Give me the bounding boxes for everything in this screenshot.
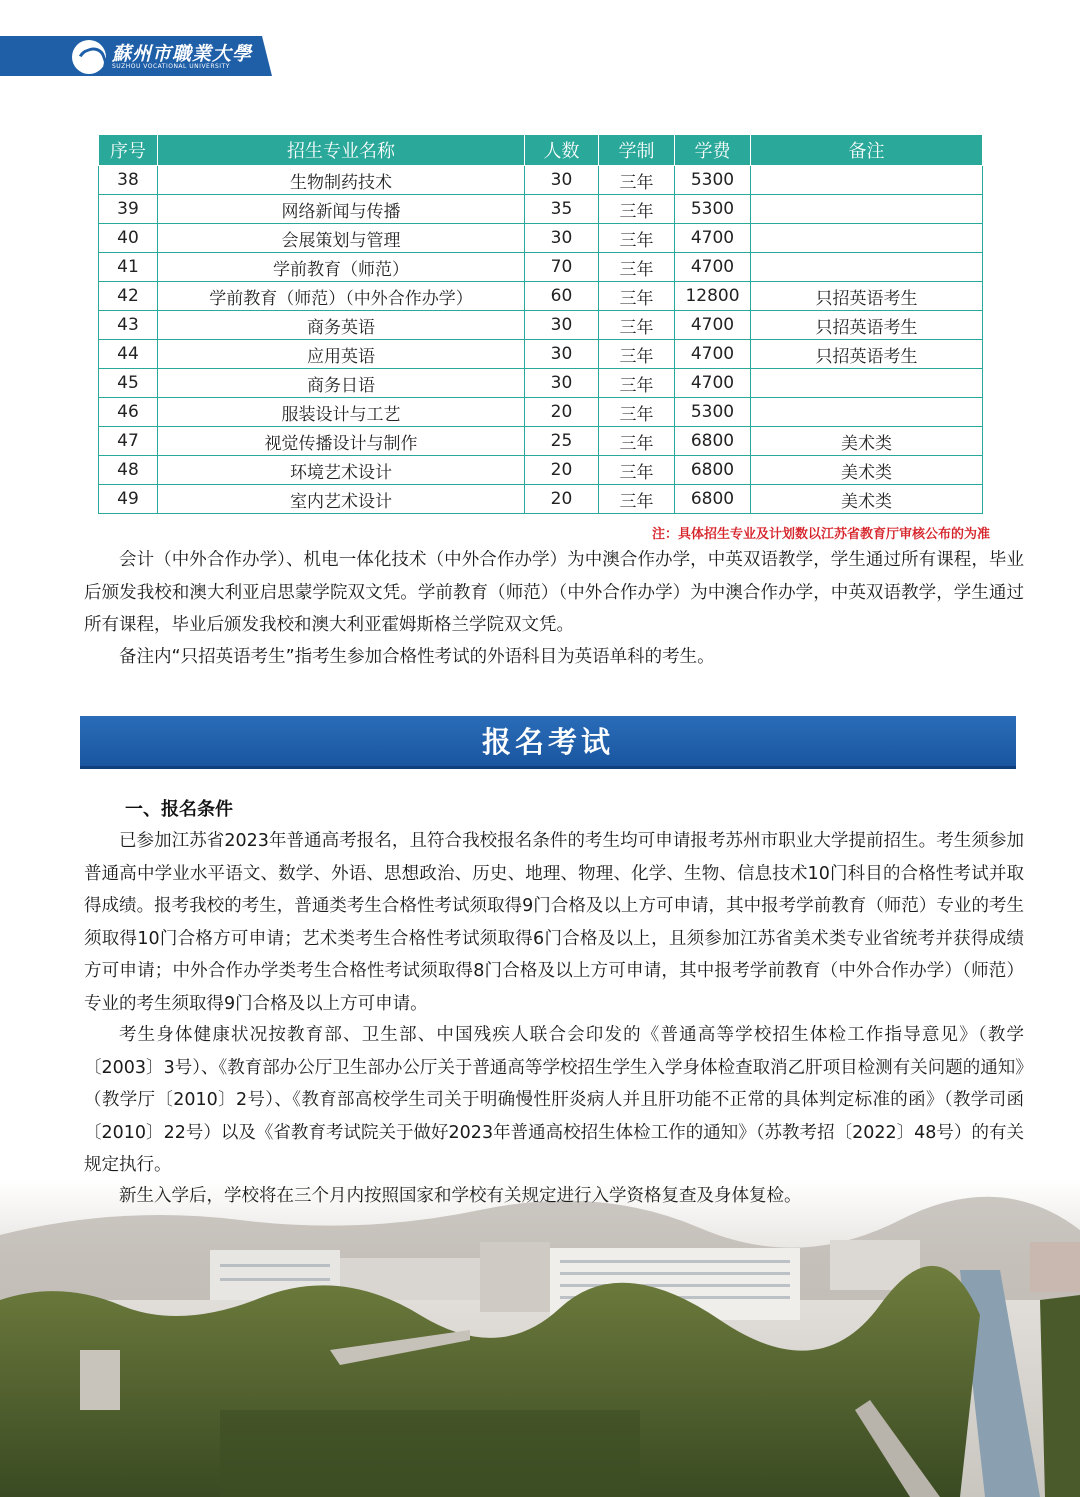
cell-remark [751, 166, 983, 195]
cell-remark [751, 195, 983, 224]
table-row [99, 456, 983, 485]
cell-major-name: 生物制药技术 [158, 166, 525, 195]
cell-quota: 20 [525, 485, 599, 514]
table-row [99, 253, 983, 282]
cell-tuition: 4700 [675, 369, 751, 398]
cell-tuition: 5300 [675, 166, 751, 195]
section-banner [80, 716, 1016, 769]
cell-remark [751, 224, 983, 253]
cell-duration: 三年 [599, 195, 675, 224]
cell-tuition: 6800 [675, 427, 751, 456]
cell-quota: 60 [525, 282, 599, 311]
table-row [99, 166, 983, 195]
cell-major-name: 视觉传播设计与制作 [158, 427, 525, 456]
table-row [99, 282, 983, 311]
cell-major-name: 商务日语 [158, 369, 525, 398]
table-row [99, 369, 983, 398]
cell-quota: 30 [525, 224, 599, 253]
cell-quota: 30 [525, 311, 599, 340]
cell-index: 48 [99, 456, 158, 485]
cell-duration: 三年 [599, 311, 675, 340]
cell-duration: 三年 [599, 166, 675, 195]
column-header-major-name: 招生专业名称 [158, 135, 525, 166]
cell-index: 38 [99, 166, 158, 195]
column-header-tuition: 学费 [675, 135, 751, 166]
cell-index: 42 [99, 282, 158, 311]
table-row [99, 311, 983, 340]
cell-quota: 70 [525, 253, 599, 282]
cell-index: 44 [99, 340, 158, 369]
cell-index: 39 [99, 195, 158, 224]
campus-photo [0, 1180, 1080, 1497]
cell-major-name: 学前教育（师范） [158, 253, 525, 282]
table-body [99, 166, 983, 514]
cell-remark: 只招英语考生 [751, 311, 983, 340]
cell-major-name: 室内艺术设计 [158, 485, 525, 514]
column-header-quota: 人数 [525, 135, 599, 166]
column-header-index: 序号 [99, 135, 158, 166]
cell-major-name: 服装设计与工艺 [158, 398, 525, 427]
university-name-en: SUZHOU VOCATIONAL UNIVERSITY [112, 63, 230, 70]
cell-quota: 30 [525, 166, 599, 195]
table-row [99, 427, 983, 456]
cell-remark: 只招英语考生 [751, 340, 983, 369]
cell-tuition: 4700 [675, 340, 751, 369]
cell-major-name: 学前教育（师范）（中外合作办学） [158, 282, 525, 311]
column-header-remark: 备注 [751, 135, 983, 166]
cell-quota: 35 [525, 195, 599, 224]
cell-remark: 美术类 [751, 485, 983, 514]
cell-remark: 只招英语考生 [751, 282, 983, 311]
sub-heading: 一、报名条件 [125, 799, 233, 820]
cell-index: 43 [99, 311, 158, 340]
cell-tuition: 12800 [675, 282, 751, 311]
eligibility-paragraph: 已参加江苏省2023年普通高考报名，且符合我校报名条件的考生均可申请报考苏州市职业大学提前招生。考生须参加普通高中学业水平语文、数学、外语、思想政治、历史、地理、物理、化学、生物、信息技术10门科目的合格性考试并取得成绩。报考我校的考生，普通类考生合格性考试须取得9门合格及以上方可申请，其中报考学前教育（师范）专业的考生须取得10门合格方可申请；艺术类考生合格性考试须取得6门合格及以上，且须参加江苏省美术类专业省统考并获得成绩方可申请；中外合作办学类考生合格性考试须取得8门合格及以上方可申请，其中报考学前教育（中外合作办学）（师范）专业的考生须取得9门合格及以上方可申请。 [84, 831, 1024, 1014]
cell-quota: 20 [525, 398, 599, 427]
intro-paragraph-remark: 备注内“只招英语考生”指考生参加合格性考试的外语科目为英语单科的考生。 [119, 647, 715, 667]
cell-quota: 25 [525, 427, 599, 456]
column-header-duration: 学制 [599, 135, 675, 166]
cell-index: 45 [99, 369, 158, 398]
section-title: 报名考试 [481, 725, 614, 759]
cell-duration: 三年 [599, 398, 675, 427]
cell-index: 47 [99, 427, 158, 456]
cell-tuition: 5300 [675, 195, 751, 224]
majors-table [98, 134, 983, 514]
cell-duration: 三年 [599, 485, 675, 514]
cell-tuition: 6800 [675, 485, 751, 514]
cell-tuition: 4700 [675, 253, 751, 282]
cell-major-name: 商务英语 [158, 311, 525, 340]
cell-duration: 三年 [599, 427, 675, 456]
table-header-row [99, 135, 983, 166]
cell-quota: 30 [525, 369, 599, 398]
cell-duration: 三年 [599, 253, 675, 282]
intro-paragraph-cooperation: 会计（中外合作办学）、机电一体化技术（中外合作办学）为中澳合作办学，中英双语教学，学生通过所有课程，毕业后颁发我校和澳大利亚启思蒙学院双文凭。学前教育（师范）（中外合作办学）为中澳合作办学，中英双语教学，学生通过所有课程，毕业后颁发我校和澳大利亚霍姆斯格兰学院双文凭。 [84, 550, 1024, 635]
cell-duration: 三年 [599, 224, 675, 253]
cell-major-name: 环境艺术设计 [158, 456, 525, 485]
cell-duration: 三年 [599, 456, 675, 485]
table-row [99, 195, 983, 224]
cell-remark [751, 253, 983, 282]
cell-index: 46 [99, 398, 158, 427]
cell-quota: 20 [525, 456, 599, 485]
recheck-paragraph: 新生入学后，学校将在三个月内按照国家和学校有关规定进行入学资格复查及身体复检。 [119, 1186, 802, 1206]
table-row [99, 224, 983, 253]
cell-index: 40 [99, 224, 158, 253]
cell-major-name: 会展策划与管理 [158, 224, 525, 253]
cell-tuition: 4700 [675, 224, 751, 253]
cell-duration: 三年 [599, 340, 675, 369]
table-row [99, 340, 983, 369]
cell-tuition: 5300 [675, 398, 751, 427]
cell-remark: 美术类 [751, 427, 983, 456]
cell-quota: 30 [525, 340, 599, 369]
cell-remark [751, 398, 983, 427]
cell-major-name: 应用英语 [158, 340, 525, 369]
university-name-cn: 蘇州市職業大學 [112, 43, 253, 65]
cell-tuition: 4700 [675, 311, 751, 340]
cell-duration: 三年 [599, 282, 675, 311]
table-row [99, 398, 983, 427]
cell-remark [751, 369, 983, 398]
cell-major-name: 网络新闻与传播 [158, 195, 525, 224]
cell-remark: 美术类 [751, 456, 983, 485]
table-row [99, 485, 983, 514]
cell-duration: 三年 [599, 369, 675, 398]
cell-index: 49 [99, 485, 158, 514]
table-note: 注：具体招生专业及计划数以江苏省教育厅审核公布的为准 [651, 527, 990, 542]
university-logo-icon [72, 40, 106, 74]
cell-index: 41 [99, 253, 158, 282]
health-paragraph: 考生身体健康状况按教育部、卫生部、中国残疾人联合会印发的《普通高等学校招生体检工作指导意见》（教学〔2003〕3号）、《教育部办公厅卫生部办公厅关于普通高等学校招生学生入学身体检查取消乙肝项目检测有关问题的通知》（教学厅〔2010〕2号）、《教育部高校学生司关于明确慢性肝炎病人并且肝功能不正常的具体判定标准的函》（教学司函〔2010〕22号）以及《省教育考试院关于做好2023年普通高校招生体检工作的通知》（苏教考招〔2022〕48号）的有关规定执行。 [84, 1025, 1024, 1175]
cell-tuition: 6800 [675, 456, 751, 485]
